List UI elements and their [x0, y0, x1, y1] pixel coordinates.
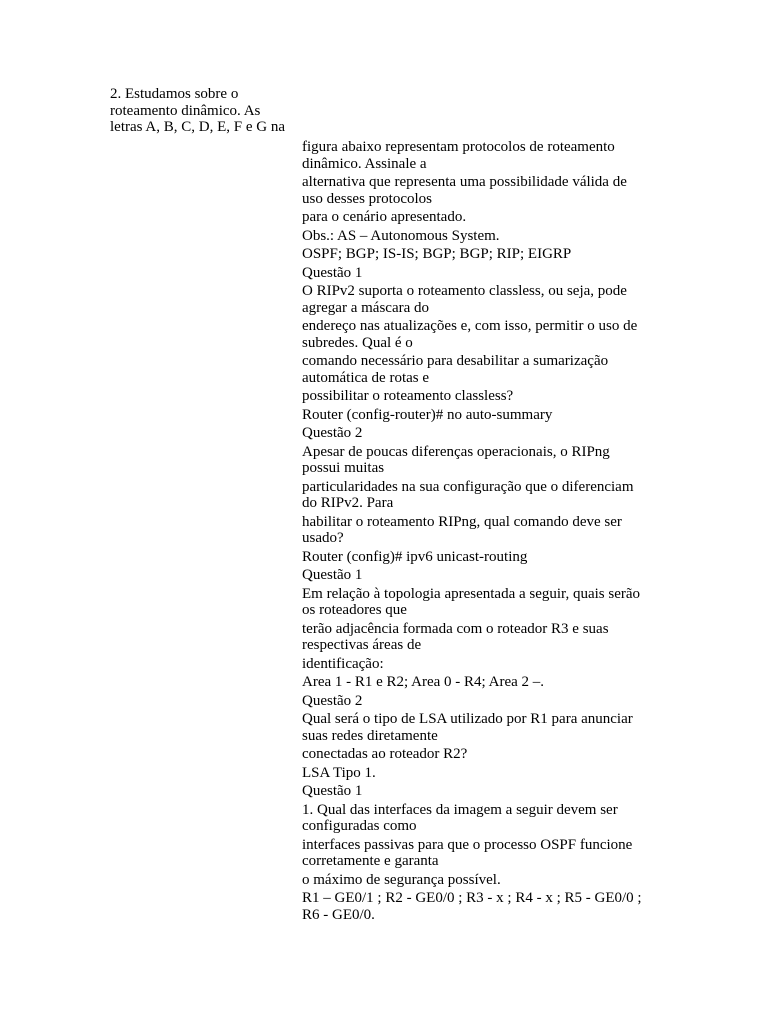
question-intro: [110, 86, 310, 136]
body-line: OSPF; BGP; IS-IS; BGP; BGP; RIP; EIGRP: [302, 246, 572, 262]
body-line: possibilitar o roteamento classless?: [302, 388, 514, 404]
body-line: 1. Qual das interfaces da imagem a seguir devem ser: [302, 801, 618, 818]
body-line: figura abaixo representam protocolos de roteamento: [302, 139, 615, 155]
body-line: configuradas como: [302, 818, 417, 834]
intro-line: letras A, B, C, D, E, F e G na: [110, 119, 285, 135]
body-line: interfaces passivas para que o processo OSPF funcione: [302, 836, 633, 853]
body-line: os roteadores que: [302, 602, 407, 618]
body-line: Em relação à topologia apresentada a seguir, quais serão: [302, 585, 641, 602]
body-line: conectadas ao roteador R2?: [302, 746, 468, 762]
body-line: uso desses protocolos: [302, 190, 432, 207]
body-line: suas redes diretamente: [302, 727, 438, 744]
body-line: R1 – GE0/1 ; R2 - GE0/0 ; R3 - x ; R4 - x ; R5 - GE0/0 ;: [302, 890, 642, 906]
body-line: Qual será o tipo de LSA utilizado por R1 para anunciar: [302, 711, 633, 727]
body-line: R6 - GE0/0.: [302, 906, 375, 923]
body-line: endereço nas atualizações e, com isso, permitir o uso de: [302, 318, 638, 334]
body-line: comando necessário para desabilitar a sumarização: [302, 353, 609, 369]
body-line: do RIPv2. Para: [302, 495, 394, 511]
body-line: agregar a máscara do: [302, 299, 430, 316]
intro-line: roteamento dinâmico. As: [110, 102, 261, 119]
body-line: identificação:: [302, 655, 384, 672]
body-line: Apesar de poucas diferenças operacionais, o RIPng: [302, 443, 610, 460]
intro-line: 2. Estudamos sobre o: [110, 86, 239, 102]
body-line: Questão 1: [302, 567, 363, 583]
body-line: respectivas áreas de: [302, 637, 422, 653]
body-line: Router (config)# ipv6 unicast-routing: [302, 548, 528, 565]
body-line: subredes. Qual é o: [302, 334, 413, 351]
body-line: o máximo de segurança possível.: [302, 871, 501, 888]
body-line: automática de rotas e: [302, 369, 430, 386]
body-line: Questão 2: [302, 425, 363, 441]
body-line: particularidades na sua configuração que o diferenciam: [302, 478, 634, 495]
body-line: Area 1 - R1 e R2; Area 0 - R4; Area 2 –.: [302, 674, 545, 690]
body-line: Obs.: AS – Autonomous System.: [302, 227, 500, 244]
body-line: Questão 1: [302, 783, 363, 799]
body-line: usado?: [302, 530, 344, 546]
question-body: [302, 139, 662, 925]
body-line: O RIPv2 suporta o roteamento classless, ou seja, pode: [302, 283, 627, 299]
body-line: LSA Tipo 1.: [302, 764, 376, 781]
body-line: Router (config-router)# no auto-summary: [302, 406, 553, 423]
body-line: possui muitas: [302, 460, 385, 476]
body-line: corretamente e garanta: [302, 853, 439, 869]
body-line: terão adjacência formada com o roteador R3 e suas: [302, 620, 609, 637]
body-line: alternativa que representa uma possibilidade válida de: [302, 174, 627, 190]
body-line: Questão 1: [302, 264, 363, 281]
body-line: dinâmico. Assinale a: [302, 155, 427, 172]
body-line: habilitar o roteamento RIPng, qual comando deve ser: [302, 513, 622, 530]
body-line: para o cenário apresentado.: [302, 209, 467, 225]
body-line: Questão 2: [302, 692, 363, 709]
